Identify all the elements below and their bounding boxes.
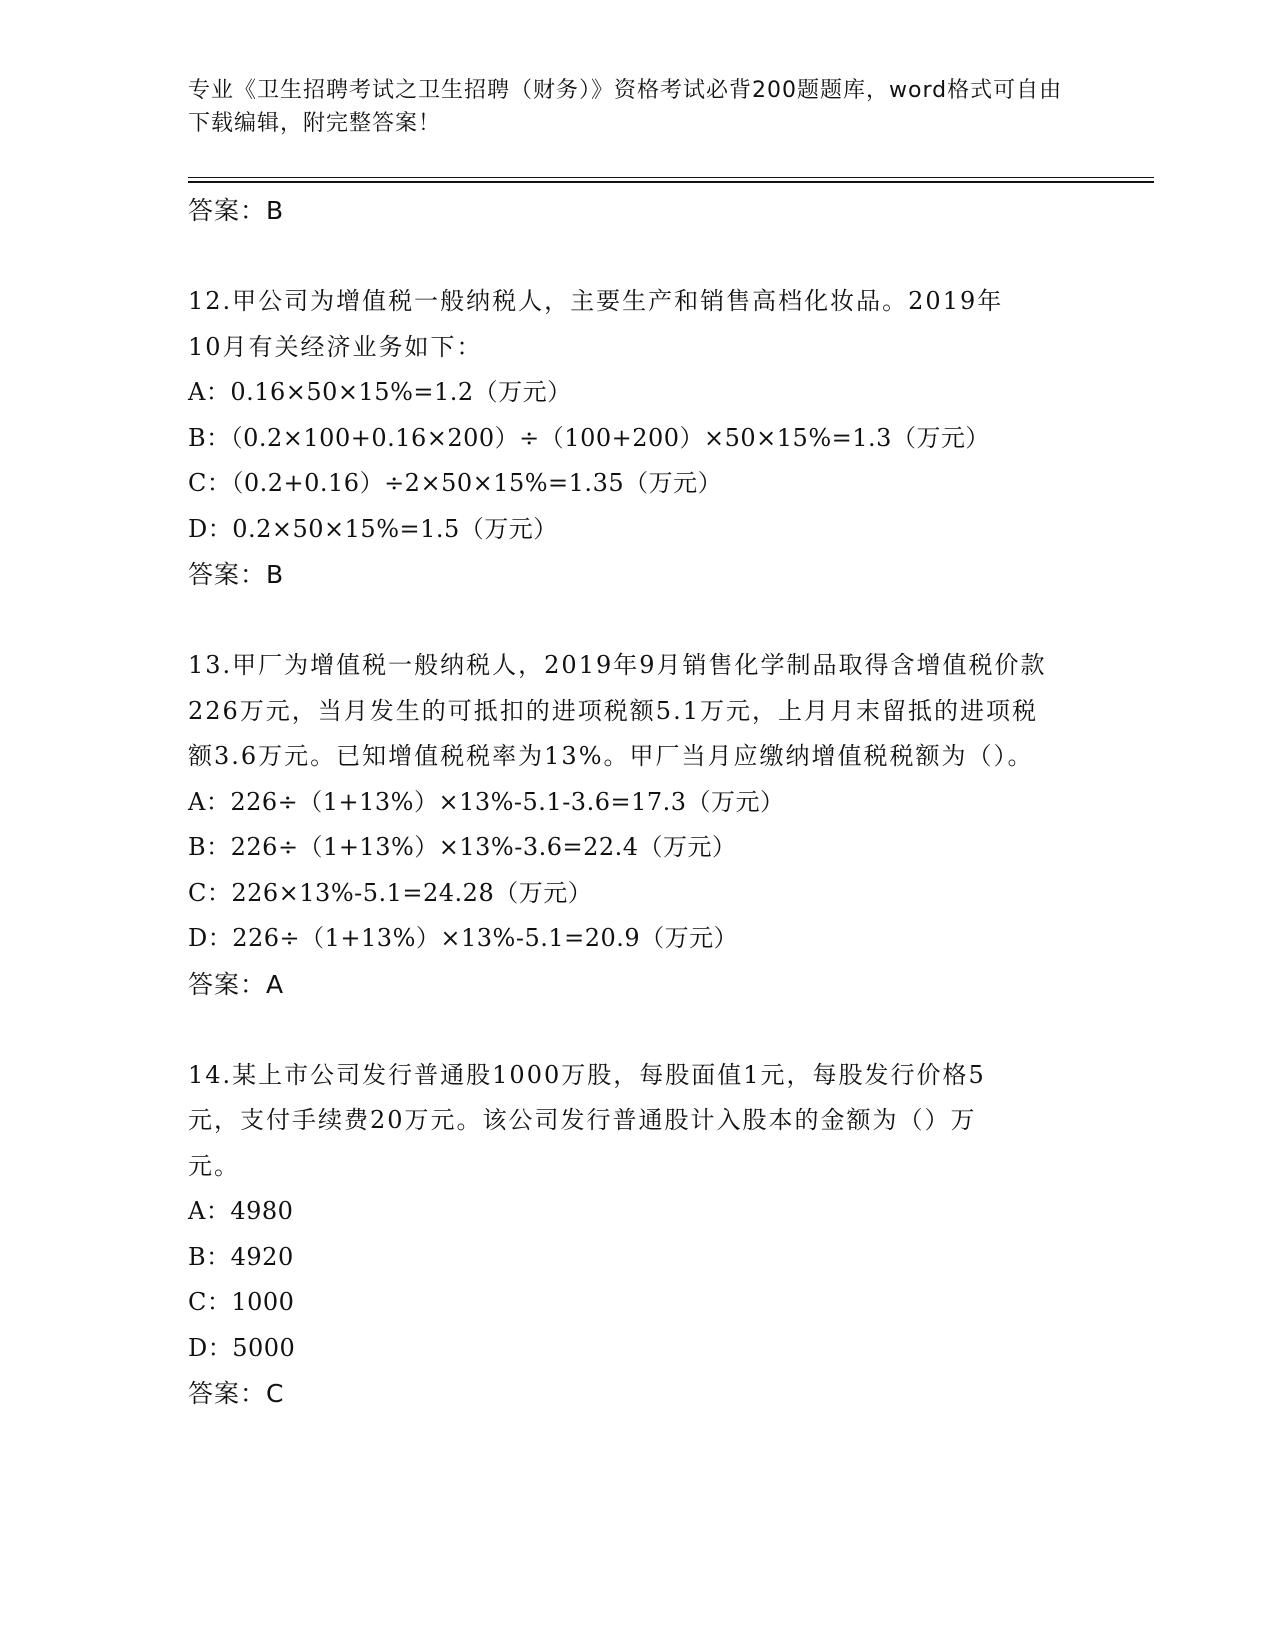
option-b: B：4920 [188,1242,294,1271]
question-stem: 13.甲厂为增值税一般纳税人，2019年9月销售化学制品取得含增值税价款226万元，当月发生的可抵扣的进项税额5.1万元，上月月末留抵的进项税额3.6万元。已知增值税税率为13%。甲厂当月应缴纳增值税税额为（）。 [188,651,1047,770]
document-header: 专业《卫生招聘考试之卫生招聘（财务）》资格考试必背200题题库，word格式可自由下载编辑，附完整答案！ [188,78,1063,136]
header-rule-thin [188,177,1154,178]
option-a: A：0.16×50×15%=1.2（万元） [188,378,572,406]
option-c: C：226×13%-5.1=24.28（万元） [188,878,593,907]
question-14 [188,1053,1088,1418]
option-a: A：4980 [188,1197,294,1225]
option-d: D：5000 [188,1333,296,1362]
option-d: D：226÷（1+13%）×13%-5.1=20.9（万元） [188,924,739,952]
question-answer: 答案：A [188,969,285,999]
previous-question-answer: 答案：B [188,196,285,225]
option-d: D：0.2×50×15%=1.5（万元） [188,514,558,543]
question-stem: 14.某上市公司发行普通股1000万股，每股面值1元，每股发行价格5元，支付手续费20万元。该公司发行普通股计入股本的金额为（）万元。 [188,1060,986,1180]
question-12 [188,279,1088,598]
header-rule-thick [188,181,1154,183]
question-list [188,188,1088,1417]
option-c: C：（0.2+0.16）÷2×50×15%=1.35（万元） [188,469,723,497]
question-answer: 答案：C [188,1379,285,1408]
question-answer: 答案：B [188,560,285,589]
question-13 [188,643,1088,1008]
option-c: C：1000 [188,1288,295,1316]
option-b: B：226÷（1+13%）×13%-3.6=22.4（万元） [188,833,737,861]
question-stem: 12.甲公司为增值税一般纳税人，主要生产和销售高档化妆品。2019年10月有关经济业务如下： [188,287,1004,361]
option-b: B：（0.2×100+0.16×200）÷（100+200）×50×15%=1.3（万元） [188,423,990,452]
option-a: A：226÷（1+13%）×13%-5.1-3.6=17.3（万元） [188,787,785,816]
